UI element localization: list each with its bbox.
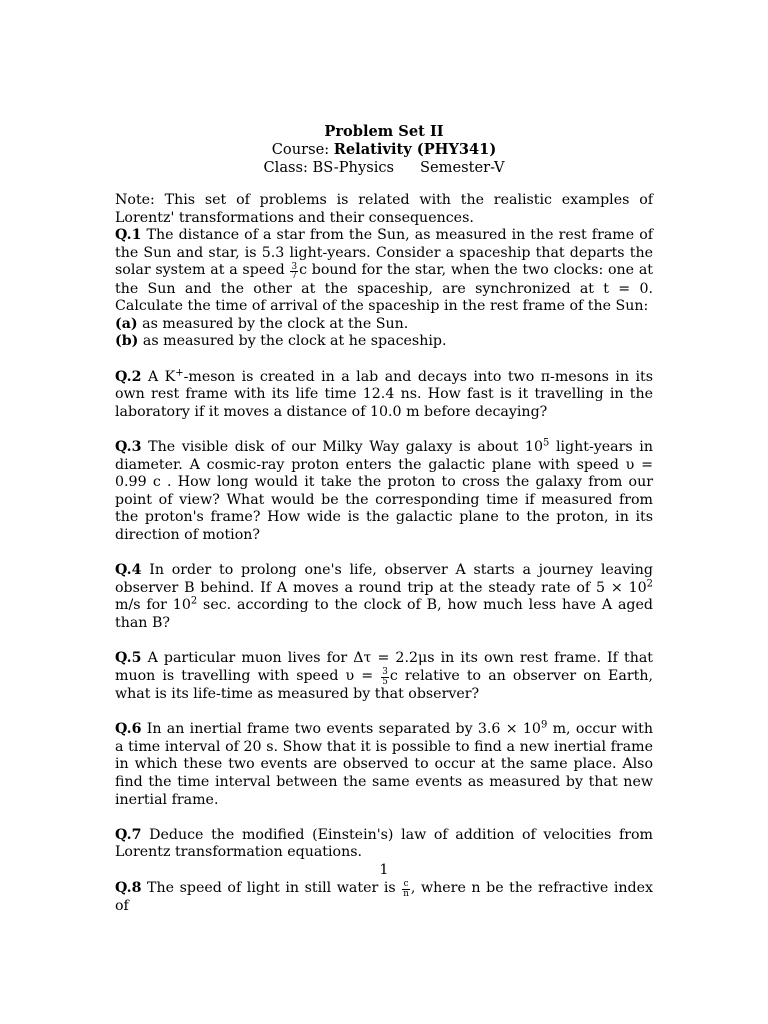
page-title: Problem Set II bbox=[324, 123, 444, 140]
question-1-part-a bbox=[115, 316, 653, 334]
question-text: light-years in diameter. A cosmic-ray proton enters the galactic plane with speed υ = 0.99 c . How long would it take the proton to cross the galaxy from our point of view? What would be the corresponding time if measured from the proton's frame? How wide is the galactic plane to the proton, in its direction of motion? bbox=[115, 439, 653, 543]
fraction-denominator: 5 bbox=[382, 676, 388, 687]
fraction bbox=[381, 668, 389, 686]
question-label: Q.2 bbox=[115, 368, 142, 385]
fraction bbox=[402, 880, 410, 898]
question-text: Deduce the modified (Einstein's) law of addition of velocities from Lorentz transformation equations. bbox=[115, 826, 653, 861]
fraction-denominator: 7 bbox=[291, 271, 298, 282]
question-text: m/s for 10 bbox=[115, 597, 191, 614]
question-label: Q.7 bbox=[115, 826, 142, 843]
question-7 bbox=[115, 827, 653, 862]
question-label: Q.4 bbox=[115, 562, 142, 579]
question-text: The visible disk of our Milky Way galaxy is about 10 bbox=[148, 439, 543, 456]
question-text: sec. according to the clock of B, how much less have A aged than B? bbox=[115, 597, 653, 631]
question-text: A particular muon lives for Δτ = 2.2μs in its own rest frame. If that muon is travelling with speed υ = bbox=[115, 650, 653, 684]
question-text: The speed of light in still water is bbox=[147, 879, 396, 896]
question-label: Q.6 bbox=[115, 721, 142, 738]
part-text: as measured by the clock at the Sun. bbox=[142, 315, 409, 332]
course-name: Relativity (PHY341) bbox=[333, 141, 497, 158]
question-text: A K bbox=[147, 368, 176, 385]
semester-label: Semester-V bbox=[420, 159, 505, 176]
question-3 bbox=[115, 439, 653, 545]
part-label: (b) bbox=[115, 333, 139, 350]
course-line bbox=[0, 141, 768, 159]
question-6 bbox=[115, 721, 653, 809]
question-text: In an inertial frame two events separated by 3.6 × 10 bbox=[146, 721, 541, 738]
question-4 bbox=[115, 562, 653, 632]
superscript: + bbox=[175, 366, 184, 378]
question-text: In order to prolong one's life, observer A starts a journey leaving observer B behind. If A moves a round trip at the steady rate of 5 × 10 bbox=[115, 562, 653, 596]
part-text: as measured by the clock at he spaceship. bbox=[142, 333, 447, 350]
fraction-numerator: 3 bbox=[291, 261, 298, 272]
question-text: , where n be the refractive index of bbox=[115, 879, 653, 914]
question-text: m, occur with a time interval of 20 s. Show that it is possible to find a new inertial frame in which these two events are observed to occur at the same place. Also find the time interval between the same events as measured by that new inertial frame. bbox=[115, 721, 654, 808]
class-label: Class: BS-Physics bbox=[263, 159, 395, 176]
question-1 bbox=[115, 227, 653, 316]
superscript: 5 bbox=[542, 437, 550, 449]
superscript: 2 bbox=[190, 595, 198, 607]
question-5 bbox=[115, 650, 653, 703]
problem-body bbox=[115, 192, 653, 915]
fraction bbox=[290, 263, 298, 281]
fraction-numerator: 3 bbox=[382, 667, 388, 678]
question-8 bbox=[115, 880, 653, 916]
fraction-numerator: c bbox=[403, 879, 409, 890]
question-label: Q.3 bbox=[115, 439, 142, 456]
course-label: Course: bbox=[271, 141, 330, 158]
question-label: Q.8 bbox=[115, 879, 142, 896]
question-text: The distance of a star from the Sun, as measured in the rest frame of the Sun and star, is 5.3 light-years. Consider a spaceship that departs the solar system at a speed bbox=[115, 227, 653, 279]
question-text: c bound for the star, when the two clocks: one at the Sun and the other at the spaceship, are synchronized at t = 0. Calculate the time of arrival of the spaceship in the rest frame of the Sun: bbox=[115, 262, 654, 315]
note-paragraph: Note: This set of problems is related with the realistic examples of Lorentz' transformations and their consequences. bbox=[115, 192, 653, 226]
question-label: Q.5 bbox=[115, 650, 142, 667]
superscript: 2 bbox=[646, 578, 653, 590]
fraction-denominator: n bbox=[403, 888, 409, 899]
question-label: Q.1 bbox=[115, 227, 142, 244]
page-number: 1 bbox=[379, 862, 389, 878]
part-label: (a) bbox=[115, 315, 138, 332]
question-text: -meson is created in a lab and decays into two π-mesons in its own rest frame with its life time 12.4 ns. How fast is it travelling in the laboratory if it moves a distance of 10.0 m before decaying? bbox=[115, 368, 654, 420]
question-text: c relative to an observer on Earth, what is its life-time as measured by that observer? bbox=[115, 667, 653, 703]
question-2 bbox=[115, 366, 654, 422]
superscript: 9 bbox=[540, 719, 548, 731]
question-1-part-b bbox=[115, 333, 653, 351]
class-line bbox=[0, 159, 768, 177]
